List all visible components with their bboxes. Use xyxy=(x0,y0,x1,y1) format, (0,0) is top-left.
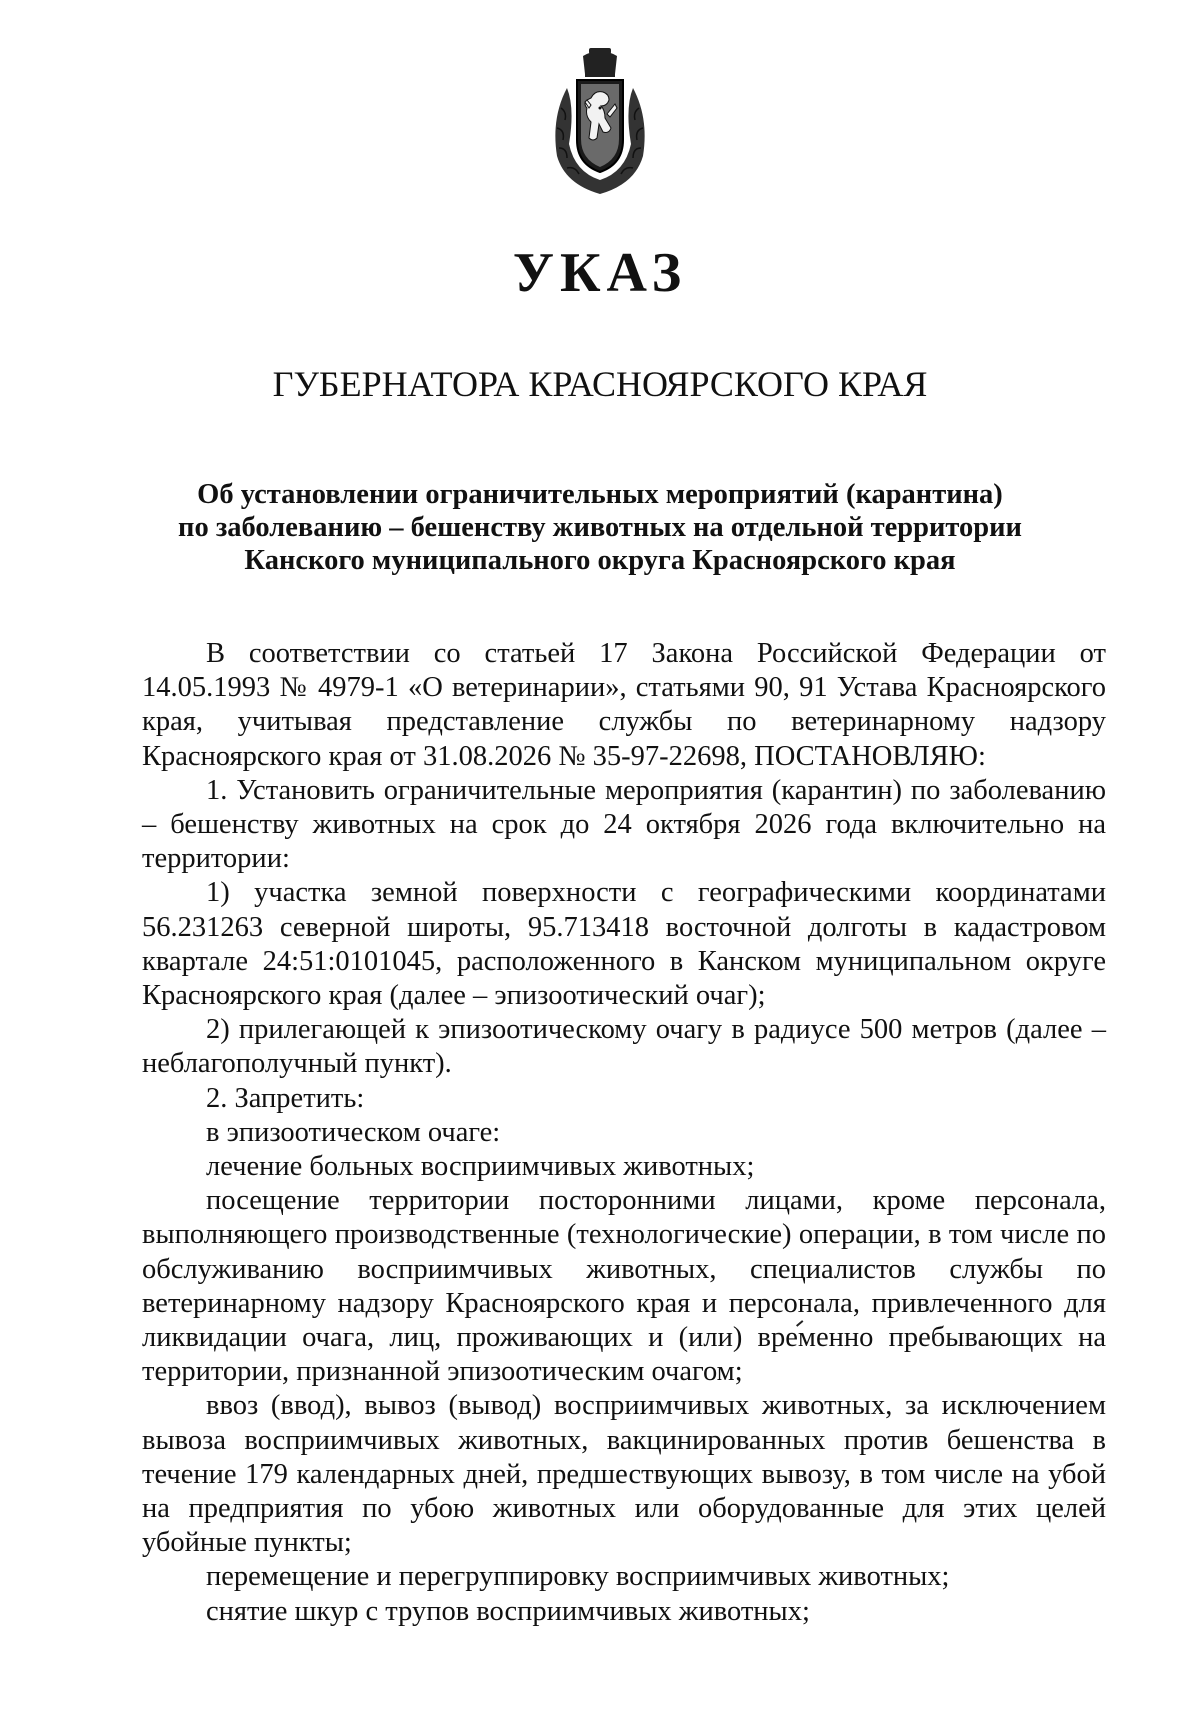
title-line: по заболеванию – бешенству животных на отдельной территории xyxy=(178,512,1022,543)
subclause-1-1-paragraph: 1) участка земной поверхности с географическими координатами 56.231263 северной широты, 95.713418 восточной долготы в кадастровом квартале 24:51:0101045, расположенного в Канском муниципальном округе Красноярского края (далее – эпизоотический очаг); xyxy=(142,877,1106,1012)
issuer-heading: ГУБЕРНАТОРА КРАСНОЯРСКОГО КРАЯ xyxy=(272,364,928,404)
preamble-paragraph: В соответствии со статьей 17 Закона Российской Федерации от 14.05.1993 № 4979-1 «О ветеринарии», статьями 90, 91 Устава Красноярского края, учитывая представление службы по ветеринарному надзору Красноярского края от 31.08.2026 № 35-97-22698, ПОСТАНОВЛЯЮ: xyxy=(142,638,1106,772)
document-title xyxy=(140,478,1060,577)
prohibition-item: снятие шкур с трупов восприимчивых животных; xyxy=(206,1595,810,1627)
title-line: Об установлении ограничительных мероприятий (карантина) xyxy=(197,479,1003,510)
prohibition-item: перемещение и перегруппировку восприимчивых животных; xyxy=(206,1561,950,1593)
prohibition-item: лечение больных восприимчивых животных; xyxy=(206,1151,755,1183)
prohibition-item: посещение территории посторонними лицами, кроме персонала, выполняющего производственные (технологические) операции, в том числе по обслуживанию восприимчивых животных, специалистов службы по ветеринарному надзору Красноярского края и персонала, привлеченного для ликвидации очага, лиц, проживающих и (или) временно пребывающих на территории, признанной эпизоотическим очагом; xyxy=(142,1185,1106,1388)
subclause-1-2-paragraph: 2) прилегающей к эпизоотическому очагу в радиусе 500 метров (далее – неблагополучный пункт). xyxy=(142,1014,1106,1080)
clause-2-paragraph: 2. Запретить: xyxy=(206,1082,365,1114)
clause-1-paragraph: 1. Установить ограничительные мероприятия (карантин) по заболеванию – бешенству животных на срок до 24 октября 2026 года включительно на территории: xyxy=(142,774,1106,875)
clause-2-scope-paragraph: в эпизоотическом очаге: xyxy=(206,1116,501,1148)
prohibition-item: ввоз (ввод), вывоз (вывод) восприимчивых животных, за исключением вывоза восприимчивых животных, вакцинированных против бешенства в течение 179 календарных дней, предшествующих вывозу, в том числе на убой на предприятия по убою животных или оборудованные для этих целей убойные пункты; xyxy=(142,1390,1106,1559)
coat-of-arms-emblem xyxy=(545,48,655,196)
document-body xyxy=(142,637,1106,1629)
document-type-heading: УКАЗ xyxy=(512,242,688,304)
title-line: Канского муниципального округа Красноярского края xyxy=(244,545,956,576)
